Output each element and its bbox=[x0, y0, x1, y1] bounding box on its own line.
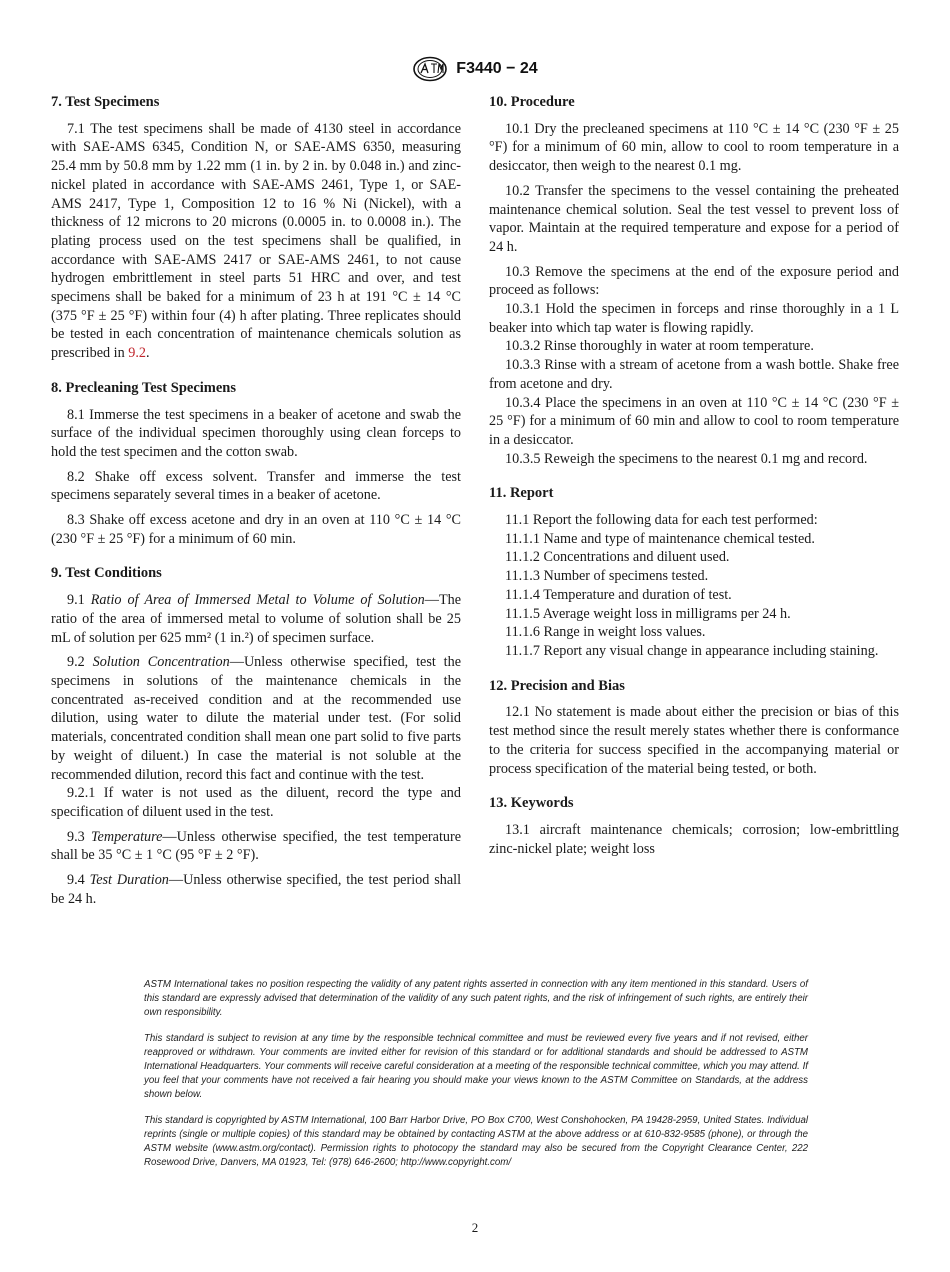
paragraph-9-1-term: Ratio of Area of Immersed Metal to Volume of Solution bbox=[90, 592, 425, 609]
paragraph-10-3-3: 10.3.3 Rinse with a stream of acetone from a wash bottle. Shake free from acetone and dry. bbox=[489, 357, 899, 392]
section-7 bbox=[51, 93, 461, 363]
paragraph-9-4-text: —Unless otherwise specified, the test period shall be 24 h. bbox=[51, 872, 462, 907]
paragraph-10-2: 10.2 Transfer the specimens to the vessel containing the preheated maintenance chemical solution. Seal the test vessel to prevent loss of vapor. Maintain at the required temperature and expose for a period of 24 h. bbox=[489, 182, 899, 255]
paragraph-10-1: 10.1 Dry the precleaned specimens at 110 °C ± 14 °C (230 °F ± 25 °F) for a minimum of 60 min, allow to cool to room temperature in a desiccator, then weigh to the nearest 0.1 mg. bbox=[489, 120, 899, 175]
section-8 bbox=[51, 379, 461, 549]
paragraph-9-2-number: 9.2 bbox=[67, 654, 85, 671]
paragraph-8-2: 8.2 Shake off excess solvent. Transfer and immerse the test specimens separately several times in a beaker of acetone. bbox=[51, 468, 461, 504]
report-item: 11.1.5 Average weight loss in milligrams per 24 h. bbox=[505, 605, 791, 622]
report-item: 11.1.6 Range in weight loss values. bbox=[505, 624, 706, 641]
copyright-notice: This standard is copyrighted by ASTM International, 100 Barr Harbor Drive, PO Box C700, West Conshohocken, PA 19428-2959, United States. Individual reprints (single or multiple copies) of this standard may be obtained by contacting ASTM at the above address or at 610-832-9585 (phone), or through the ASTM website (www.astm.org/contact). Permission rights to photocopy the standard may also be secured from the Copyright Clearance Center, 222 Rosewood Drive, Danvers, MA 01923, Tel: (978) 646-2600; http://www.copyright.com/ bbox=[144, 1115, 808, 1168]
section-12-title: 12. Precision and Bias bbox=[489, 677, 625, 694]
section-10 bbox=[489, 93, 899, 468]
paragraph-9-4 bbox=[51, 871, 461, 908]
paragraph-9-3-term: Temperature bbox=[90, 828, 163, 845]
paragraph-9-1 bbox=[51, 591, 461, 647]
page-header bbox=[0, 56, 950, 82]
paragraph-9-1-number: 9.1 bbox=[67, 592, 85, 609]
paragraph-9-2-term: Solution Concentration bbox=[92, 654, 230, 671]
left-column bbox=[51, 93, 461, 914]
paragraph-7-1 bbox=[51, 120, 461, 363]
paragraph-8-1: 8.1 Immerse the test specimens in a beaker of acetone and swab the surface of the individual specimen thoroughly using clean forceps to hold the test specimen and the cotton swab. bbox=[51, 406, 461, 460]
paragraph-9-1-text: —The ratio of the area of immersed metal to volume of solution shall be 25 mL of solution per 625 mm² (1 in.²) of specimen surface. bbox=[51, 592, 461, 646]
paragraph-9-2-text: —Unless otherwise specified, test the specimens in solutions of the maintenance chemicals in the concentrated as-received condition and at the recommended use dilution, using water to dilute the material under test. (For solid materials, concentrated condition shall mean one part solid to five parts by weight of diluent.) In case the material is not soluble at the recommended dilution, record this fact and continue with the test. bbox=[51, 654, 461, 783]
section-11-title: 11. Report bbox=[489, 485, 554, 502]
document-id: F3440 − 24 bbox=[456, 60, 538, 77]
section-11 bbox=[489, 484, 899, 660]
right-column bbox=[489, 93, 899, 864]
paragraph-7-1-end: . bbox=[145, 345, 150, 362]
paragraph-8-3: 8.3 Shake off excess acetone and dry in an oven at 110 °C ± 14 °C (230 °F ± 25 °F) for a minimum of 60 min. bbox=[51, 512, 461, 547]
section-10-title: 10. Procedure bbox=[489, 94, 575, 110]
paragraph-12-1: 12.1 No statement is made about either the precision or bias of this test method since the result merely states whether there is conformance to the criteria for success specified in the accompanying material or process specification of the material being tested, or both. bbox=[489, 704, 899, 777]
paragraph-10-3-2: 10.3.2 Rinse thoroughly in water at room temperature. bbox=[505, 338, 814, 355]
report-item: 11.1.1 Name and type of maintenance chemical tested. bbox=[505, 530, 815, 547]
patent-notice: ASTM International takes no position respecting the validity of any patent rights asserted in connection with any item mentioned in this standard. Users of this standard are expressly advised that determination of the validity of any such patent rights, and the risk of infringement of such rights, are entirely their own responsibility. bbox=[144, 979, 808, 1018]
paragraph-9-2-1: 9.2.1 If water is not used as the diluent, record the type and specification of diluent used in the test. bbox=[51, 785, 461, 820]
reference-link-9-2[interactable]: 9.2 bbox=[128, 345, 146, 362]
paragraph-10-3-5: 10.3.5 Reweigh the specimens to the nearest 0.1 mg and record. bbox=[505, 450, 868, 467]
paragraph-9-4-term: Test Duration bbox=[89, 872, 169, 889]
paragraph-10-3-1: 10.3.1 Hold the specimen in forceps and rinse thoroughly in a 1 L beaker into which tap water is flowing rapidly. bbox=[489, 301, 899, 336]
astm-logo-icon bbox=[412, 56, 448, 82]
paragraph-7-1-text: 7.1 The test specimens shall be made of 4130 steel in accordance with SAE-AMS 6345, Condition N, or SAE-AMS 6350, measuring 25.4 mm by 50.8 mm by 1.22 mm (1 in. by 2 in. by 0.048 in.) and zinc-nickel plated in accordance with SAE-AMS 2461, Type 1, or SAE-AMS 2417, Type 1, Composition 12 to 16 % Ni (Nickel), with a thickness of 12 microns to 20 microns (0.0005 in. to 0.0008 in.). The plating process used on the test specimens shall be qualified, in accordance with SAE-AMS 2417 or SAE-AMS 2461, to not cause hydrogen embrittlement in steel parts 51 HRC and over, and test specimens shall be baked for a minimum of 23 h at 191 °C ± 14 °C (375 °F ± 25 °F) within four (4) h after plating. Three replicates should be tested in each concentration of maintenance chemicals solution as prescribed in bbox=[51, 120, 461, 362]
section-9 bbox=[51, 564, 461, 908]
report-item: 11.1.4 Temperature and duration of test. bbox=[505, 586, 732, 603]
page-number: 2 bbox=[471, 1220, 479, 1235]
paragraph-9-3 bbox=[51, 828, 461, 865]
section-8-title: 8. Precleaning Test Specimens bbox=[51, 379, 237, 396]
paragraph-9-3-text: —Unless otherwise specified, the test temperature shall be 35 °C ± 1 °C (95 °F ± 2 °F). bbox=[51, 828, 462, 864]
section-12 bbox=[489, 677, 899, 779]
paragraph-9-4-number: 9.4 bbox=[67, 872, 85, 889]
report-item: 11.1.3 Number of specimens tested. bbox=[505, 568, 709, 585]
paragraph-10-3: 10.3 Remove the specimens at the end of the exposure period and proceed as follows: bbox=[489, 263, 899, 299]
paragraph-9-2 bbox=[51, 653, 461, 784]
legal-footer bbox=[144, 978, 808, 1182]
paragraph-9-3-number: 9.3 bbox=[67, 828, 85, 845]
revision-notice: This standard is subject to revision at any time by the responsible technical committee and must be reviewed every five years and if not revised, either reapproved or withdrawn. Your comments are invited either for revision of this standard or for additional standards and should be addressed to ASTM International Headquarters. Your comments will receive careful consideration at a meeting of the responsible technical committee, which you may attend. If you feel that your comments have not received a fair hearing you should make your views known to the ASTM Committee on Standards, at the address shown below. bbox=[144, 1033, 808, 1100]
report-item: 11.1.7 Report any visual change in appearance including staining. bbox=[505, 642, 879, 659]
section-13 bbox=[489, 794, 899, 858]
section-13-title: 13. Keywords bbox=[489, 795, 574, 812]
section-7-title: 7. Test Specimens bbox=[51, 94, 160, 110]
paragraph-10-3-4: 10.3.4 Place the specimens in an oven at 110 °C ± 14 °C (230 °F ± 25 °F) for a minimum of 60 min and allow to cool to room temperature in a desiccator. bbox=[489, 394, 899, 448]
section-9-title: 9. Test Conditions bbox=[51, 565, 162, 582]
paragraph-11-1: 11.1 Report the following data for each test performed: bbox=[505, 512, 818, 529]
report-item: 11.1.2 Concentrations and diluent used. bbox=[505, 549, 730, 566]
paragraph-13-1: 13.1 aircraft maintenance chemicals; corrosion; low-embrittling zinc-nickel plate; weight loss bbox=[489, 821, 899, 857]
